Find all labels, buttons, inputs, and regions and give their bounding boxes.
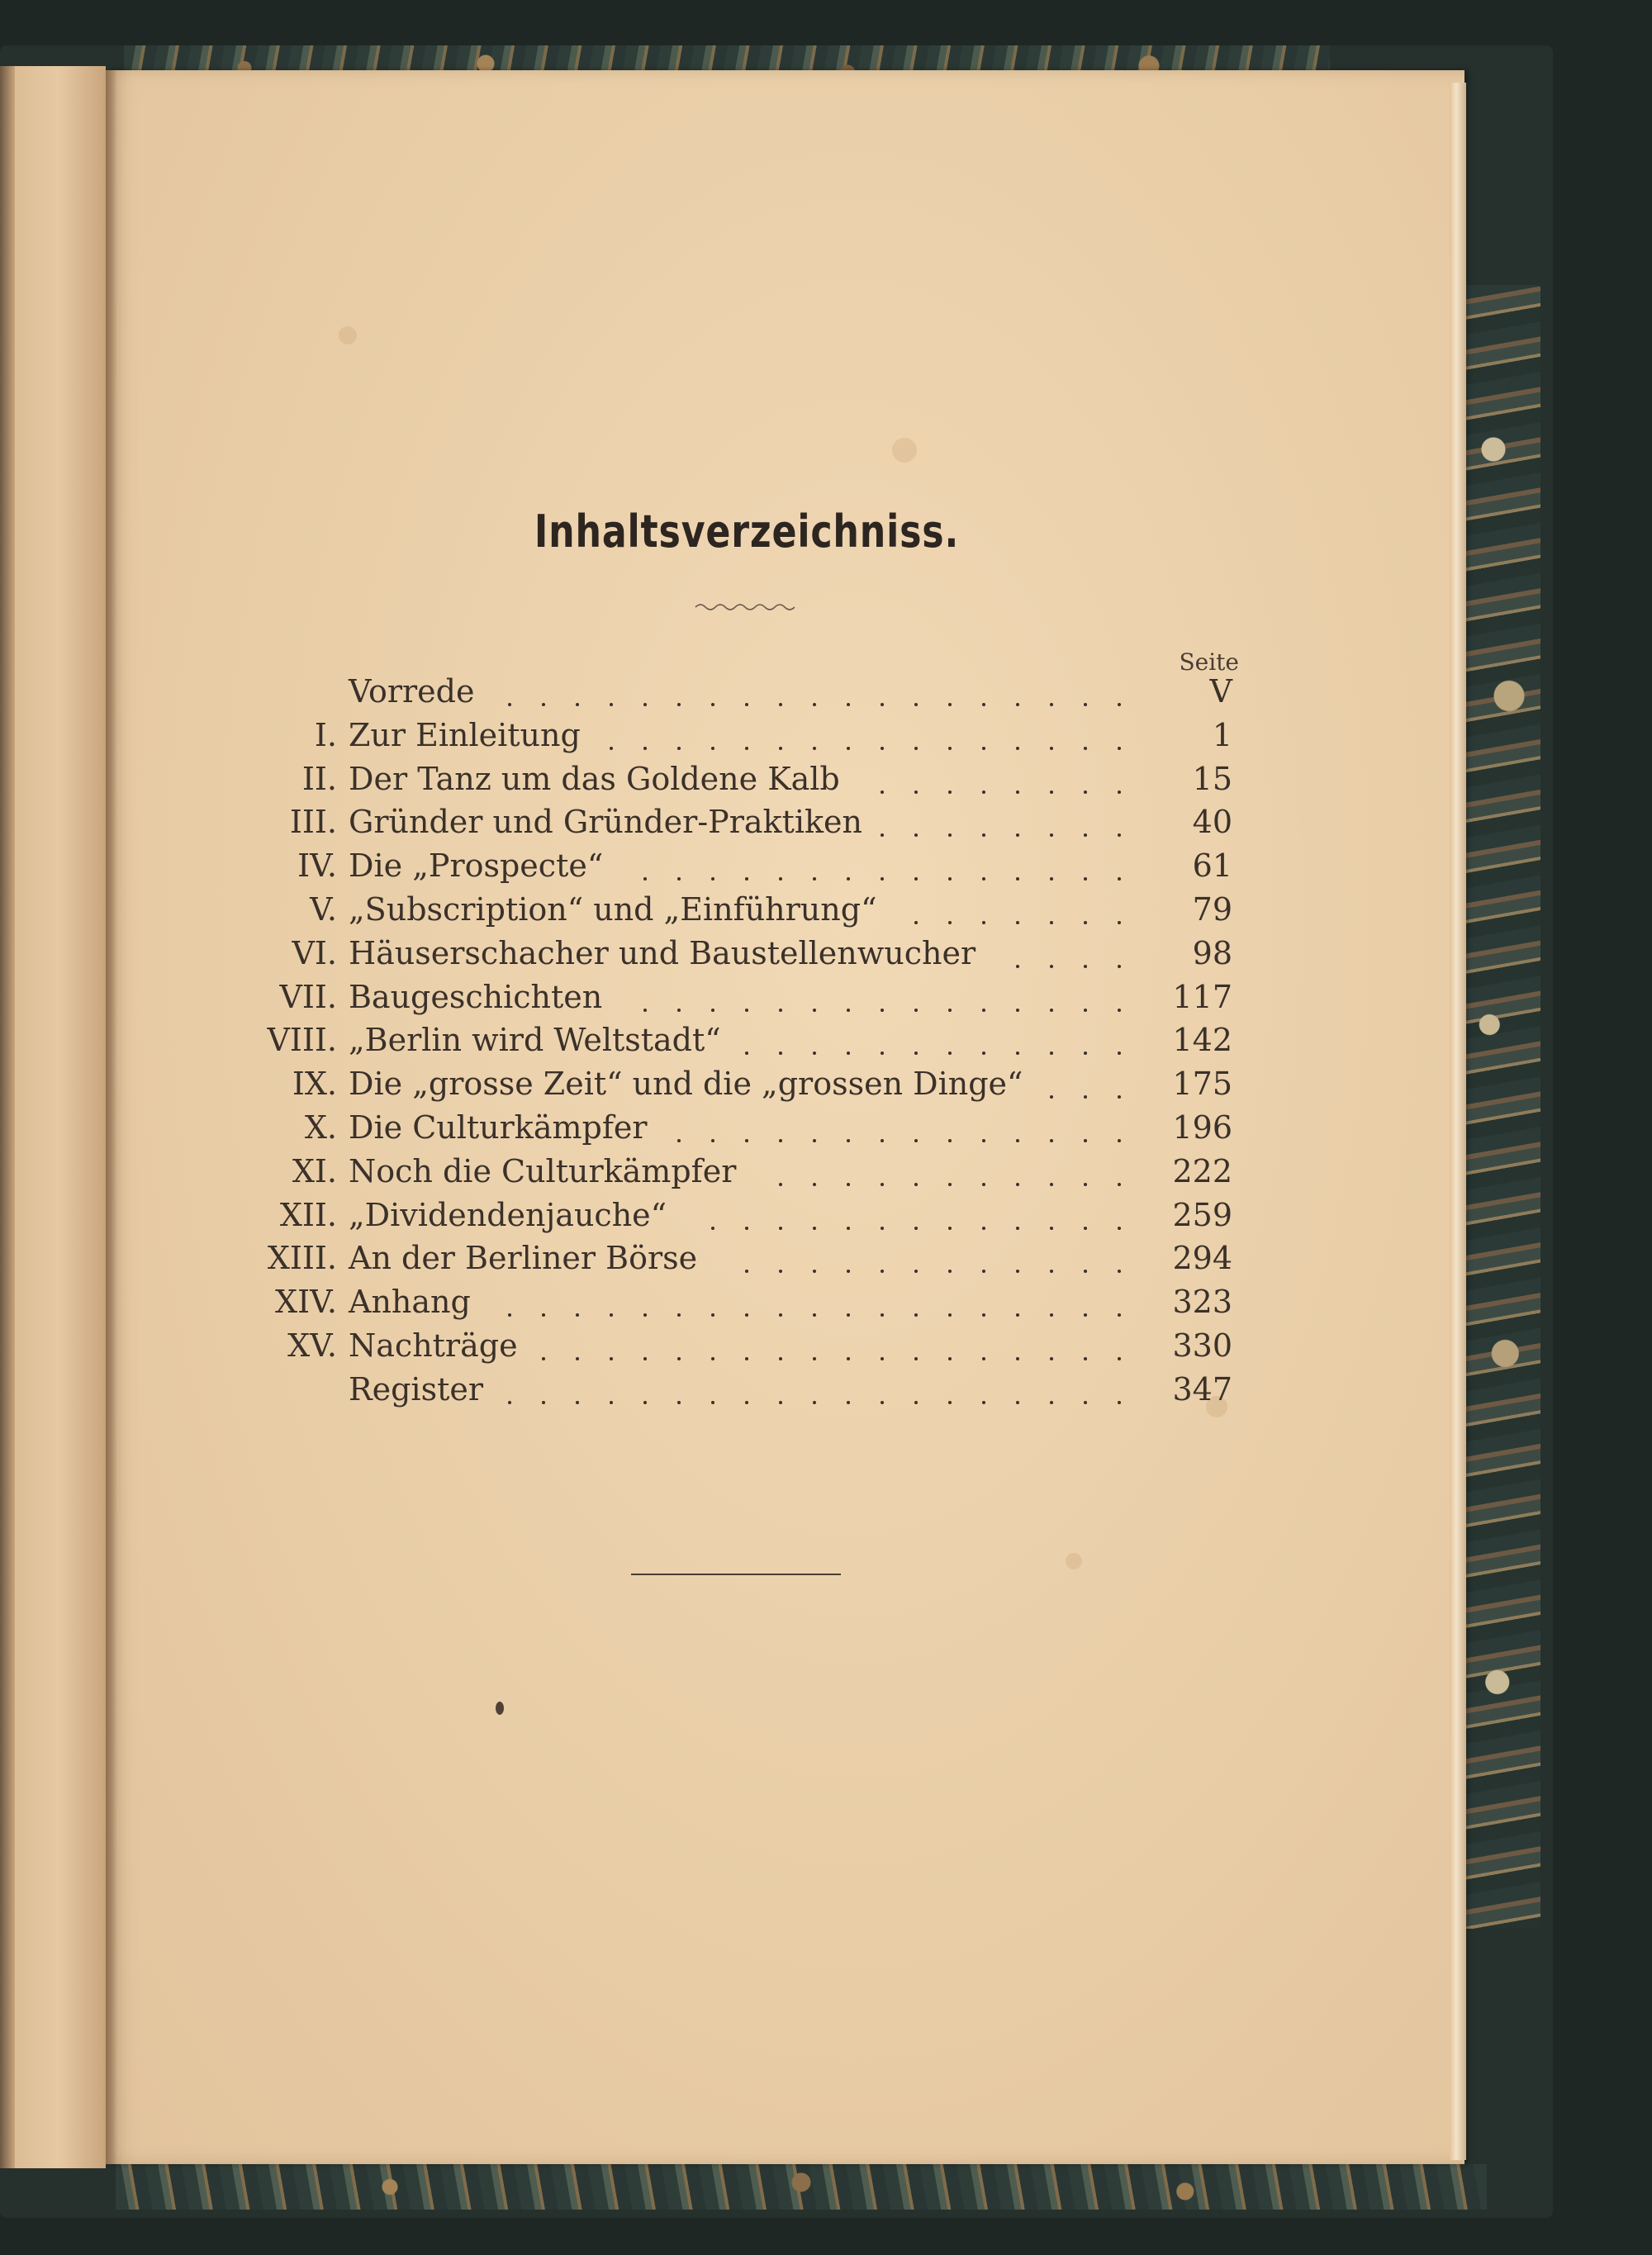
toc-entry (0, 673, 1239, 717)
page-number: 294 (1172, 1240, 1232, 1277)
chapter-title: Häuserschacher und Baustellenwucher (349, 934, 976, 971)
page-number: 142 (1172, 1022, 1232, 1059)
page-number: 61 (1192, 847, 1232, 885)
page-column-label: Seite (1179, 648, 1239, 676)
page-number: 175 (1172, 1066, 1232, 1103)
toc-entry (0, 1284, 1239, 1327)
toc-entry (0, 1153, 1239, 1197)
chapter-title: Baugeschichten (349, 978, 603, 1015)
chapter-numeral: XIII. (267, 1240, 337, 1277)
chapter-title: Noch die Culturkämpfer (349, 1152, 737, 1189)
ink-speck (496, 1702, 504, 1715)
chapter-title: „Dividendenjauche“ (349, 1196, 667, 1233)
chapter-title: Register (349, 1370, 484, 1408)
chapter-numeral: III. (289, 804, 337, 841)
page-number: 347 (1172, 1370, 1232, 1408)
chapter-title: Die „grosse Zeit“ und die „grossen Dinge“ (349, 1066, 1023, 1103)
page-number: 40 (1192, 804, 1232, 841)
chapter-title: An der Berliner Börse (349, 1240, 698, 1277)
chapter-numeral: XIV. (275, 1284, 337, 1321)
chapter-numeral: V. (310, 891, 337, 928)
chapter-numeral: XII. (279, 1196, 337, 1233)
chapter-title: Die „Prospecte“ (349, 847, 604, 885)
chapter-numeral: VII. (279, 978, 337, 1015)
page-number: 222 (1172, 1152, 1232, 1189)
page-number: V (1209, 673, 1232, 710)
chapter-title: „Subscription“ und „Einführung“ (349, 891, 877, 928)
toc-entry (0, 979, 1239, 1023)
chapter-title: Die Culturkämpfer (349, 1109, 648, 1146)
page-title: Inhaltsverzeichniss. (534, 506, 960, 558)
chapter-numeral: VI. (292, 934, 337, 971)
chapter-title: Zur Einleitung (349, 716, 581, 753)
chapter-title: Gründer und Gründer-Praktiken (349, 804, 862, 841)
toc-entry (0, 1109, 1239, 1153)
toc-entry (0, 847, 1239, 891)
toc-entry (0, 935, 1239, 979)
toc-entry (0, 1197, 1239, 1241)
toc-entry (0, 1022, 1239, 1066)
chapter-title: Anhang (349, 1284, 471, 1321)
chapter-numeral: I. (314, 716, 337, 753)
marbled-edge-right (1462, 285, 1540, 1929)
toc-entry (0, 1327, 1239, 1371)
chapter-numeral: II. (301, 760, 337, 797)
page-number: 323 (1172, 1284, 1232, 1321)
toc-entry (0, 1240, 1239, 1284)
page-number: 117 (1172, 978, 1232, 1015)
chapter-numeral: IV. (297, 847, 337, 885)
page-number: 98 (1192, 934, 1232, 971)
page-edge (1450, 83, 1466, 2160)
chapter-title: Nachträge (349, 1327, 518, 1364)
foxing-spot (1066, 1553, 1082, 1569)
chapter-numeral: VIII. (267, 1022, 337, 1059)
toc-entry (0, 717, 1239, 761)
toc-entry (0, 761, 1239, 805)
closing-rule (631, 1574, 841, 1575)
page-number: 196 (1172, 1109, 1232, 1146)
foxing-spot (892, 438, 917, 463)
marbled-edge-bottom (116, 2164, 1487, 2210)
title-ornament (694, 601, 801, 613)
page-number: 79 (1192, 891, 1232, 928)
page-number: 15 (1192, 760, 1232, 797)
chapter-numeral: X. (304, 1109, 337, 1146)
toc-entry (0, 1066, 1239, 1109)
chapter-numeral: XV. (287, 1327, 337, 1364)
toc-entry (0, 891, 1239, 935)
chapter-numeral: IX. (292, 1066, 337, 1103)
page-number: 259 (1172, 1196, 1232, 1233)
chapter-title: „Berlin wird Weltstadt“ (349, 1022, 721, 1059)
chapter-title: Vorrede (349, 673, 475, 710)
toc-entry (0, 1371, 1239, 1415)
chapter-numeral: XI. (292, 1152, 337, 1189)
page-number: 1 (1212, 716, 1232, 753)
page-number: 330 (1172, 1327, 1232, 1364)
chapter-title: Der Tanz um das Goldene Kalb (349, 760, 840, 797)
toc-entry (0, 804, 1239, 847)
foxing-spot (339, 326, 357, 344)
